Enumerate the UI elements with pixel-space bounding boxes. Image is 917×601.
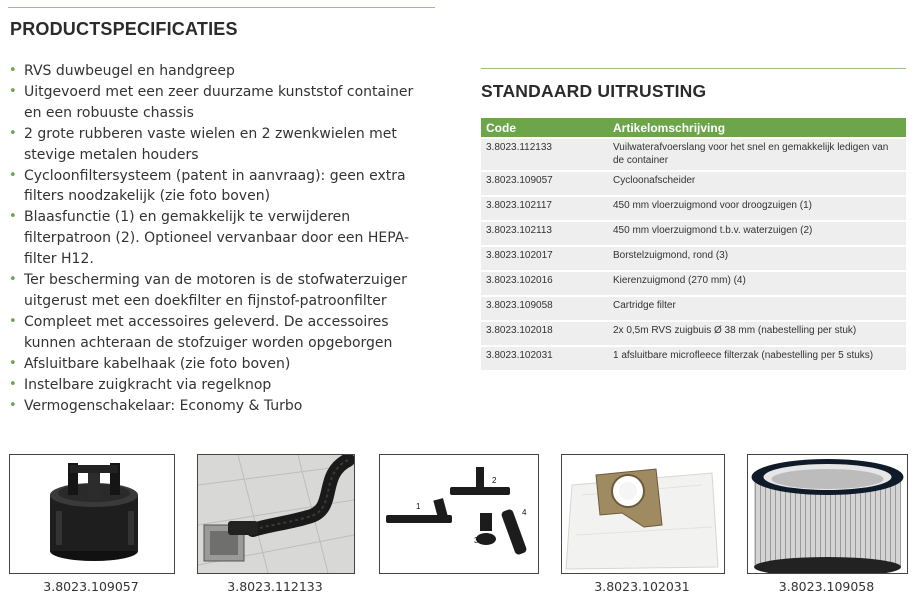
feature-list bbox=[8, 61, 428, 416]
feature-item: • 2 grote rubberen vaste wielen en 2 zwenkwielen met stevige metalen houders bbox=[9, 125, 397, 163]
feature-item: • Vermogenschakelaar: Economy & Turbo bbox=[8, 396, 428, 417]
feature-item: • Cycloonfiltersysteem (patent in aanvraag): geen extra filters noodzakelijk (zie foto boven) bbox=[9, 167, 406, 205]
column-header-description: Artikelomschrijving bbox=[608, 118, 906, 138]
bullet-icon: • bbox=[9, 313, 17, 329]
standard-equipment-title: STANDAARD UITRUSTING bbox=[481, 81, 707, 101]
nozzle-label: 3 bbox=[474, 536, 479, 545]
table-row bbox=[481, 221, 906, 246]
photo-caption: 3.8023.109057 bbox=[43, 579, 139, 594]
feature-item: • Instelbare zuigkracht via regelknop bbox=[8, 375, 428, 396]
nozzle-label: 1 bbox=[416, 502, 421, 511]
cell-description: 2x 0,5m RVS zuigbuis Ø 38 mm (nabestelling per stuk) bbox=[608, 321, 906, 346]
column-header-code: Code bbox=[481, 118, 608, 138]
cell-description: 1 afsluitbare microfleece filterzak (nabestelling per 5 stuks) bbox=[608, 346, 906, 370]
cell-code: 3.8023.102031 bbox=[481, 346, 608, 370]
feature-item: • Ter bescherming van de motoren is de stofwaterzuiger uitgerust met een doekfilter en fijnstof-patroonfilter bbox=[9, 272, 407, 309]
cyclone-separator-icon bbox=[10, 455, 174, 573]
bullet-icon: • bbox=[9, 272, 17, 288]
bullet-icon: • bbox=[9, 376, 17, 392]
table-row bbox=[481, 138, 906, 171]
top-rule-left bbox=[8, 7, 435, 8]
cell-code: 3.8023.102016 bbox=[481, 271, 608, 296]
photo-drain-hose bbox=[197, 454, 355, 574]
cell-code: 3.8023.109058 bbox=[481, 296, 608, 321]
table-row bbox=[481, 246, 906, 271]
nozzle-label: 2 bbox=[492, 476, 497, 485]
table-row bbox=[481, 196, 906, 221]
drain-hose-icon bbox=[198, 455, 354, 573]
photo-cartridge-filter bbox=[747, 454, 908, 574]
table-row bbox=[481, 321, 906, 346]
bullet-icon: • bbox=[9, 83, 17, 99]
photo-cyclone-separator bbox=[9, 454, 175, 574]
cell-description: Cartridge filter bbox=[608, 296, 906, 321]
cell-code: 3.8023.102018 bbox=[481, 321, 608, 346]
product-specs-title: PRODUCTSPECIFICATIES bbox=[10, 19, 238, 39]
top-rule-right bbox=[481, 68, 906, 69]
feature-item: • Blaasfunctie (1) en gemakkelijk te verwijderen filterpatroon (2). Optioneel vervanbaar door een HEPA-filter H12. bbox=[9, 209, 410, 268]
cell-code: 3.8023.102017 bbox=[481, 246, 608, 271]
cartridge-filter-icon bbox=[748, 455, 907, 573]
feature-item: • Uitgevoerd met een zeer duurzame kunststof container en een robuuste chassis bbox=[9, 83, 414, 121]
bullet-icon: • bbox=[9, 355, 17, 371]
feature-item: • Compleet met accessoires geleverd. De accessoires kunnen achteraan de stofzuiger worden opgeborgen bbox=[9, 313, 393, 351]
cell-code: 3.8023.102117 bbox=[481, 196, 608, 221]
table-row bbox=[481, 171, 906, 196]
nozzle-label: 4 bbox=[522, 508, 527, 517]
bullet-icon: • bbox=[9, 63, 17, 78]
photo-filter-bag bbox=[561, 454, 725, 574]
cell-code: 3.8023.109057 bbox=[481, 171, 608, 196]
cell-description: Vuilwaterafvoerslang voor het snel en gemakkelijk ledigen van de container bbox=[608, 138, 906, 171]
table-row bbox=[481, 346, 906, 370]
table-header-row bbox=[481, 118, 906, 138]
cell-code: 3.8023.112133 bbox=[481, 138, 608, 171]
cell-description: Cycloonafscheider bbox=[608, 171, 906, 196]
feature-item: • RVS duwbeugel en handgreep bbox=[8, 61, 428, 82]
photo-nozzle-set bbox=[379, 454, 539, 574]
nozzle-set-icon bbox=[380, 455, 538, 573]
table-row bbox=[481, 296, 906, 321]
bullet-icon: • bbox=[9, 167, 17, 183]
feature-item: • Afsluitbare kabelhaak (zie foto boven) bbox=[8, 354, 428, 375]
equipment-table bbox=[481, 118, 906, 370]
cell-description: 450 mm vloerzuigmond t.b.v. waterzuigen (2) bbox=[608, 221, 906, 246]
cell-description: Kierenzuigmond (270 mm) (4) bbox=[608, 271, 906, 296]
table-row bbox=[481, 271, 906, 296]
bullet-icon: • bbox=[9, 125, 17, 141]
photo-caption: 3.8023.102031 bbox=[594, 579, 690, 594]
cell-description: Borstelzuigmond, rond (3) bbox=[608, 246, 906, 271]
bullet-icon: • bbox=[9, 209, 17, 225]
bullet-icon: • bbox=[9, 397, 17, 413]
filter-bag-icon bbox=[562, 455, 724, 573]
cell-code: 3.8023.102113 bbox=[481, 221, 608, 246]
photo-caption: 3.8023.109058 bbox=[778, 579, 875, 594]
photo-caption: 3.8023.112133 bbox=[227, 579, 323, 594]
cell-description: 450 mm vloerzuigmond voor droogzuigen (1) bbox=[608, 196, 906, 221]
